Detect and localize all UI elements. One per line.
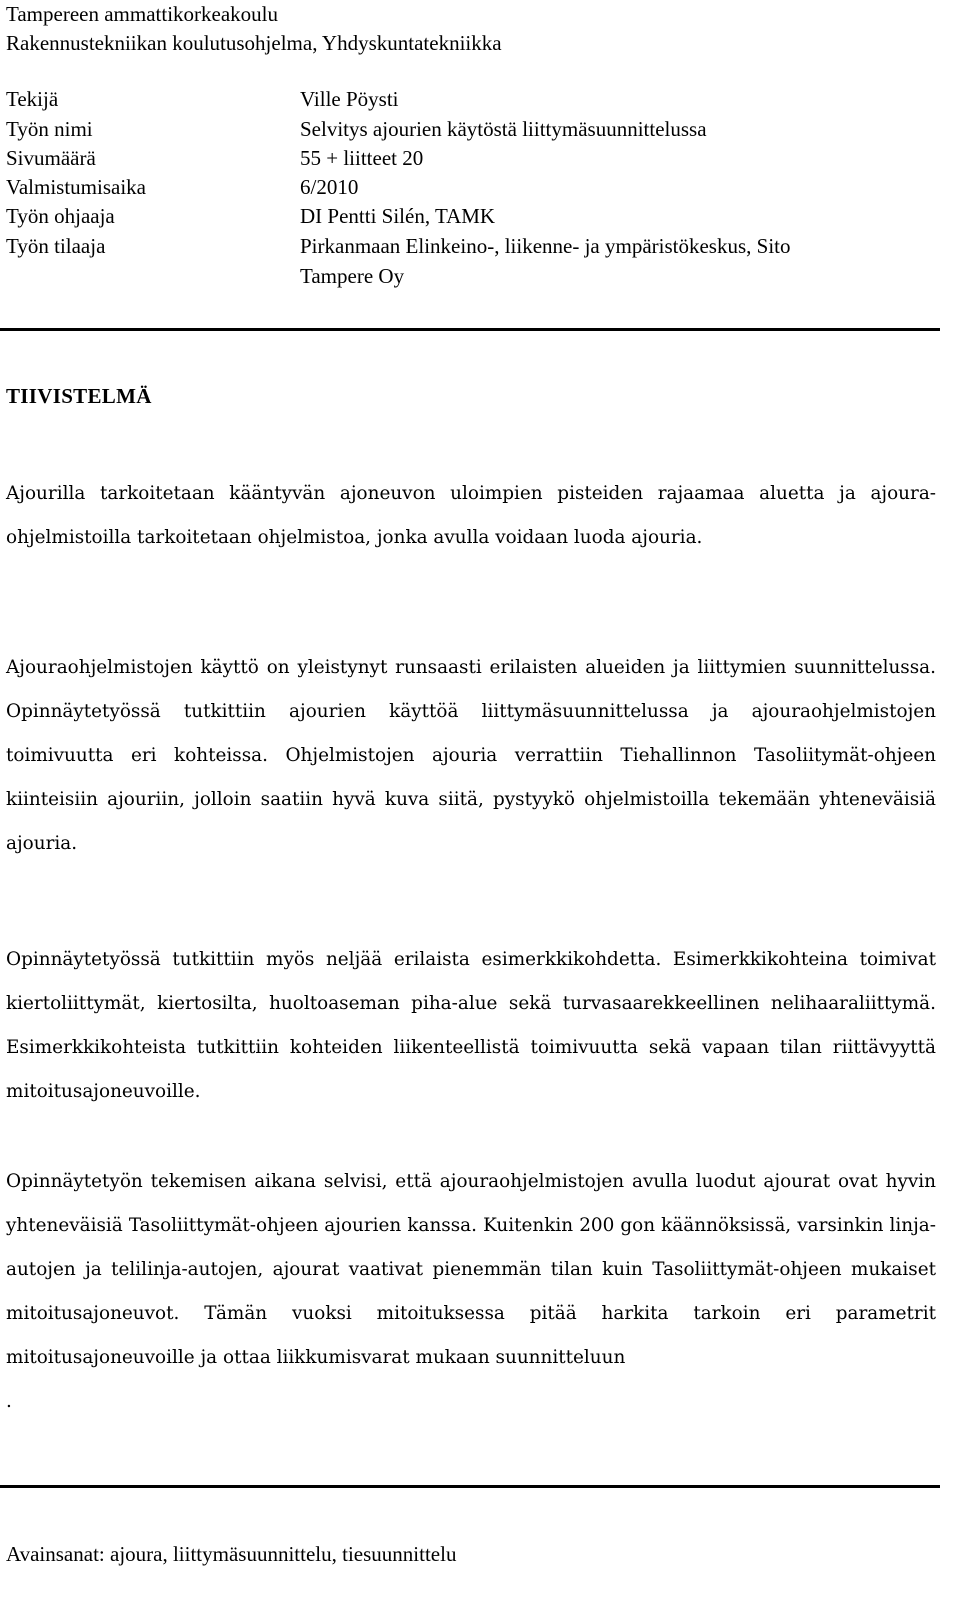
keywords: Avainsanat: ajoura, liittymäsuunnittelu, tiesuunnittelu	[6, 1542, 457, 1566]
abstract-paragraph: Ajourilla tarkoitetaan kääntyvän ajoneuvon uloimpien pisteiden rajaamaa aluetta ja ajouraohjelmistoilla tarkoitetaan ohjelmistoa, jonka avulla voidaan luoda ajouria.	[6, 483, 936, 548]
bottom-divider	[0, 1485, 940, 1488]
abstract-paragraph: .	[6, 1391, 12, 1412]
completion-date-value: 6/2010	[300, 175, 359, 199]
institution-name: Tampereen ammattikorkeakoulu	[6, 2, 279, 26]
program-name: Rakennustekniikan koulutusohjelma, Yhdyskuntatekniikka	[6, 31, 502, 55]
page-count-value: 55 + liitteet 20	[300, 146, 424, 170]
abstract-title: TIIVISTELMÄ	[6, 384, 152, 408]
supervisor-value: DI Pentti Silén, TAMK	[300, 204, 496, 228]
client-label: Työn tilaaja	[6, 234, 106, 258]
supervisor-label: Työn ohjaaja	[6, 204, 115, 228]
author-value: Ville Pöysti	[300, 87, 399, 111]
completion-date-label: Valmistumisaika	[6, 175, 146, 199]
page-count-label: Sivumäärä	[6, 146, 96, 170]
thesis-title-value: Selvitys ajourien käytöstä liittymäsuunnittelussa	[300, 117, 707, 141]
abstract-paragraph: Opinnäytetyössä tutkittiin myös neljää erilaista esimerkkikohdetta. Esimerkkikohteina toimivat kiertoliittymät, kiertosilta, huoltoaseman piha-alue sekä turvasaarekkeellinen nelihaaraliittymä. Esimerkkikohteista tutkittiin kohteiden liikenteellistä toimivuutta sekä vapaan tilan riittävyyttä mitoitusajoneuvoille.	[6, 949, 936, 1102]
client-value: Pirkanmaan Elinkeino-, liikenne- ja ympäristökeskus, Sito	[300, 234, 791, 258]
author-label: Tekijä	[6, 87, 59, 111]
abstract-paragraph: Opinnäytetyön tekemisen aikana selvisi, että ajouraohjelmistojen avulla luodut ajourat ovat hyvin yhteneväisiä Tasoliittymät-ohjeen ajourien kanssa. Kuitenkin 200 gon käännöksissä, varsinkin linja-autojen ja telilinja-autojen, ajourat vaativat pienemmän tilan kuin Tasoliittymät-ohjeen mukaiset mitoitusajoneuvot. Tämän vuoksi mitoituksessa pitää harkita tarkoin eri parametrit mitoitusajoneuvoille ja ottaa liikkumisvarat mukaan suunnitteluun	[6, 1171, 936, 1368]
abstract-paragraph: Ajouraohjelmistojen käyttö on yleistynyt runsaasti erilaisten alueiden ja liittymien suunnittelussa. Opinnäytetyössä tutkittiin ajourien käyttöä liittymäsuunnittelussa ja ajouraohjelmistojen toimivuutta eri kohteissa. Ohjelmistojen ajouria verrattiin Tiehallinnon Tasoliitymät-ohjeen kiinteisiin ajouriin, jolloin saatiin hyvä kuva siitä, pystyykö ohjelmistoilla tekemään yhteneväisiä ajouria.	[6, 657, 936, 854]
top-divider	[0, 328, 940, 331]
client-value-continuation: Tampere Oy	[300, 264, 405, 288]
thesis-title-label: Työn nimi	[6, 117, 93, 141]
